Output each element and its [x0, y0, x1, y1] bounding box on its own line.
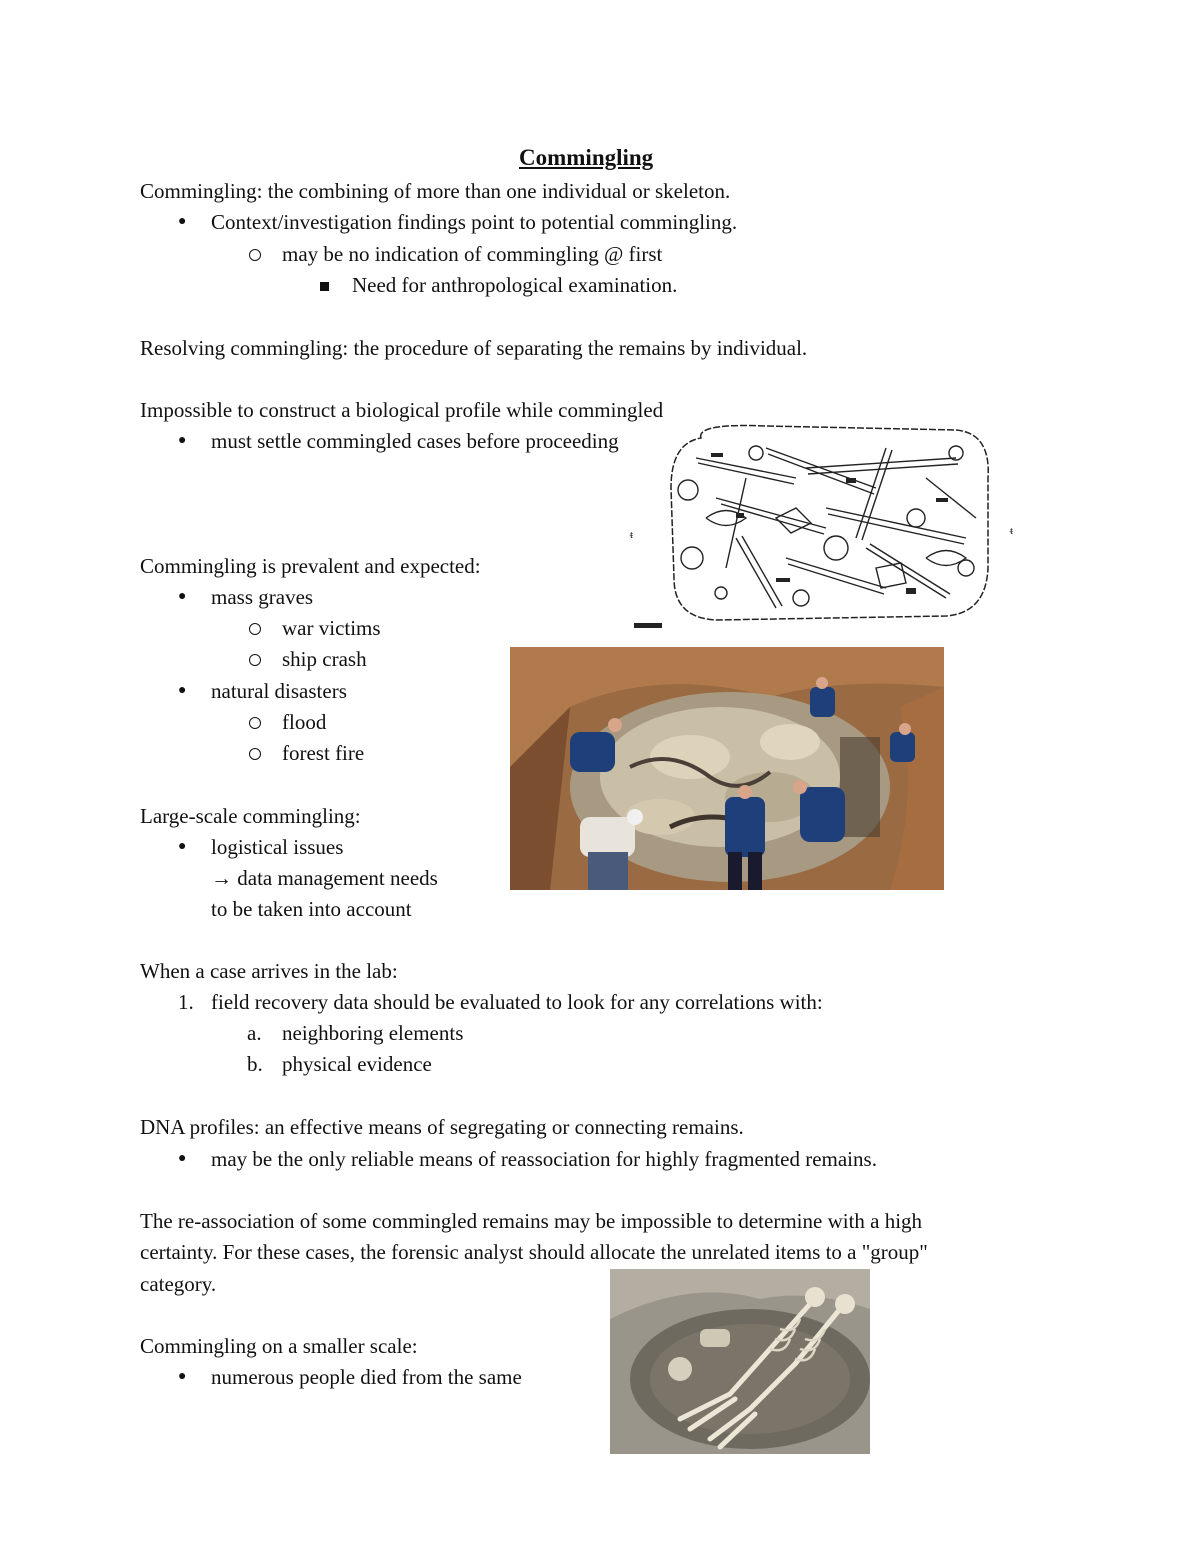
bullet-dot: ● [178, 1151, 187, 1166]
neighboring-text: neighboring elements [282, 1021, 464, 1045]
reassoc-line-2: certainty. For these cases, the forensic analyst should allocate the unrelated items to a "group" [140, 1240, 928, 1264]
bullet-square [320, 282, 329, 291]
reassoc-line-3: category. [140, 1272, 217, 1296]
mass-grave-excavation-photo [510, 647, 944, 890]
list-letter: b. [247, 1052, 263, 1076]
dna-text: DNA profiles: an effective means of segregating or connecting remains. [140, 1115, 744, 1139]
prevalent-text: Commingling is prevalent and expected: [140, 554, 481, 578]
bullet-dot: ● [178, 433, 187, 448]
numerous-text: numerous people died from the same [211, 1365, 522, 1389]
must-settle-text: must settle commingled cases before proceeding [211, 429, 619, 453]
bullet-dot: ● [178, 589, 187, 604]
svg-text:ᵵ: ᵵ [1010, 525, 1014, 537]
field-recovery-text: field recovery data should be evaluated to look for any correlations with: [211, 990, 823, 1014]
dna-bullet-text: may be the only reliable means of reassociation for highly fragmented remains. [211, 1147, 877, 1171]
svg-text:ᵵ: ᵵ [630, 529, 634, 541]
war-victims-text: war victims [282, 616, 381, 640]
bullet-ring [249, 748, 261, 760]
context-bullet-text: Context/investigation findings point to potential commingling. [211, 210, 738, 234]
bullet-ring [249, 717, 261, 729]
definition-text: Commingling: the combining of more than one individual or skeleton. [140, 179, 731, 203]
bullet-dot: ● [178, 683, 187, 698]
bullet-dot: ● [178, 839, 187, 854]
grave-sketch-image [626, 418, 1021, 633]
flood-text: flood [282, 710, 327, 734]
resolving-text: Resolving commingling: the procedure of separating the remains by individual. [140, 336, 808, 360]
list-number: 1. [178, 990, 194, 1014]
bullet-dot: ● [178, 1369, 187, 1384]
list-letter: a. [247, 1021, 262, 1045]
ship-crash-text: ship crash [282, 647, 367, 671]
mass-graves-text: mass graves [211, 585, 314, 609]
data-mgmt-line-2: to be taken into account [211, 897, 412, 921]
reassoc-line-1: The re-association of some commingled remains may be impossible to determine with a high [140, 1209, 923, 1233]
case-arrives-text: When a case arrives in the lab: [140, 959, 398, 983]
natural-disasters-text: natural disasters [211, 679, 347, 703]
page-title: Commingling [519, 145, 654, 170]
large-scale-text: Large-scale commingling: [140, 804, 361, 828]
bullet-ring [249, 623, 261, 635]
smaller-scale-text: Commingling on a smaller scale: [140, 1334, 418, 1358]
need-exam-text: Need for anthropological examination. [352, 273, 678, 297]
forest-fire-text: forest fire [282, 741, 365, 765]
paired-skeletons-photo [610, 1269, 870, 1454]
bullet-dot: ● [178, 214, 187, 229]
bullet-ring [249, 249, 261, 261]
impossible-text: Impossible to construct a biological profile while commingled [140, 398, 664, 422]
physical-text: physical evidence [282, 1052, 432, 1076]
data-mgmt-line-1: → data management needs [211, 866, 438, 890]
bullet-ring [249, 654, 261, 666]
no-indication-text: may be no indication of commingling @ first [282, 242, 663, 266]
logistical-text: logistical issues [211, 835, 344, 859]
